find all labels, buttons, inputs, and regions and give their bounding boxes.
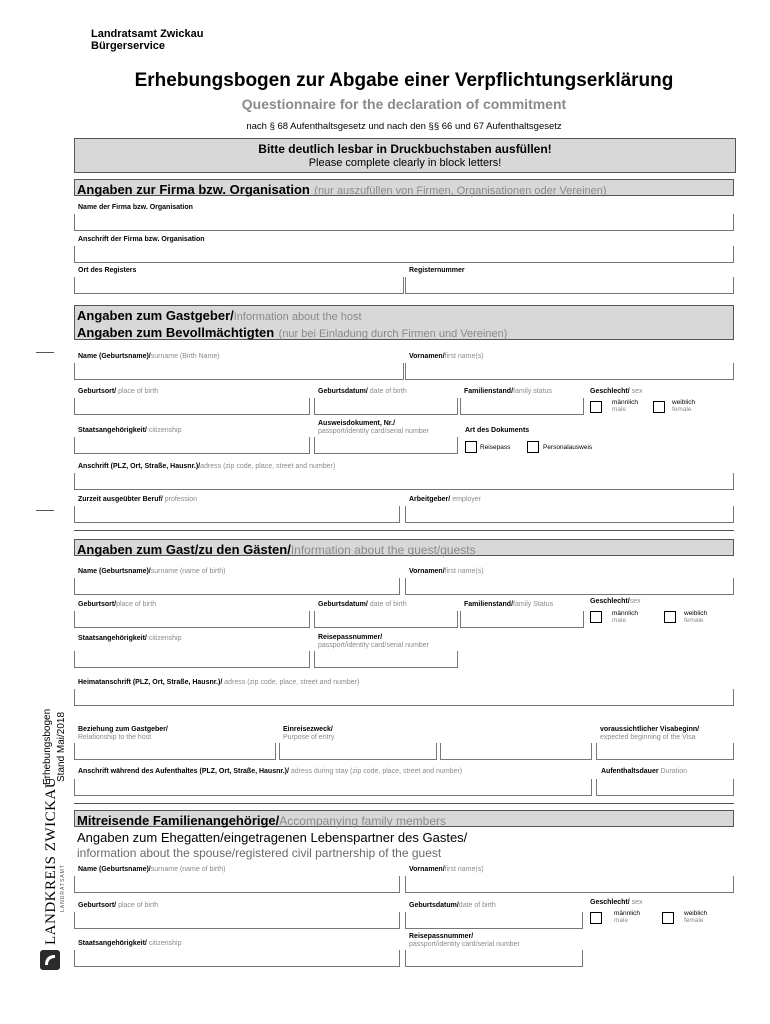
host-passport-option: Reisepass [480,444,511,451]
legal-basis: nach § 68 Aufenthaltsgesetz und nach den §§ 66 und 67 Aufenthaltsgesetz [246,121,562,132]
host-female-label: weiblich female [672,399,696,413]
logo-subtext: LANDRATSAMT [60,864,66,912]
form-subtitle: Questionnaire for the declaration of commitment [241,96,567,112]
instruction-en: Please complete clearly in block letters! [308,157,502,169]
host-employer-field[interactable] [405,506,734,523]
guest-birthplace-field[interactable] [74,611,310,628]
guest-male-checkbox[interactable] [590,611,602,623]
spouse-nationality-field[interactable] [74,950,400,967]
spouse-firstname-label: Vornamen/first name(s) [409,866,484,873]
form-name-vertical: Erhebungsbogen [42,708,53,785]
spouse-passport-field[interactable] [405,950,583,967]
host-sex-label: Geschlecht/ sex [590,388,643,395]
company-name-label: Name der Firma bzw. Organisation [78,204,193,211]
host-birthdate-label: Geburtsdatum/ date of birth [318,388,407,395]
host-doctype-label: Art des Dokuments [465,427,530,434]
host-address-label: Anschrift (PLZ, Ort, Straße, Hausnr.)/adress (zip code, place, street and number) [78,463,336,470]
guest-nationality-field[interactable] [74,651,310,668]
purpose-field[interactable] [279,743,437,760]
visa-start-label: voraussichtlicher Visabeginn/ expected beginning of the Visa [600,726,700,741]
company-section-title: Angaben zur Firma bzw. Organisation (nur auszufüllen von Firmen, Organisationen oder Vereinen) [77,182,607,197]
spouse-male-label: männlich male [614,910,641,924]
host-firstname-label: Vornamen/first name(s) [409,353,484,360]
form-date-vertical: Stand Mai/2018 [56,711,67,782]
purpose-field-2[interactable] [440,743,592,760]
host-birthdate-field[interactable] [314,398,458,415]
host-passport-checkbox[interactable] [465,441,477,453]
guest-surname-field[interactable] [74,578,400,595]
spouse-nationality-label: Staatsangehörigkeit/ citizenship [78,940,182,947]
spouse-sex-label: Geschlecht/ sex [590,899,643,906]
guest-birthdate-field[interactable] [314,611,458,628]
host-idcard-checkbox[interactable] [527,441,539,453]
spouse-birthplace-field[interactable] [74,912,400,929]
fold-mark [36,352,54,353]
spouse-female-label: weiblich female [684,910,708,924]
purpose-label: Einreisezweck/ Purpose of entry [283,726,335,741]
guest-home-label: Heimatanschrift (PLZ, Ort, Straße, Hausnr.)/ adress (zip code, place, street and number) [78,679,360,686]
spouse-surname-label: Name (Geburtsname)/surname (name of birth) [78,866,226,873]
host-male-label: männlich male [612,399,639,413]
register-number-field[interactable] [405,277,734,294]
org-name: Landratsamt Zwickau [91,28,204,40]
host-family-label: Familienstand/family status [464,388,552,395]
guest-family-field[interactable] [460,611,584,628]
stay-address-field[interactable] [74,779,592,796]
guest-passport-label: Reisepassnummer/ passport/identity card/serial number [318,634,429,649]
host-male-checkbox[interactable] [590,401,602,413]
instruction-de: Bitte deutlich lesbar in Druckbuchstaben ausfüllen! [258,142,552,156]
guest-sex-label: Geschlecht/sex [590,598,641,605]
guest-home-field[interactable] [74,689,734,706]
guest-section-title: Angaben zum Gast/zu den Gästen/Information about the guest/guests [77,542,476,557]
guest-firstname-label: Vornamen/first name(s) [409,568,484,575]
relation-field[interactable] [74,743,276,760]
spouse-female-checkbox[interactable] [662,912,674,924]
spouse-firstname-field[interactable] [405,876,734,893]
landkreis-logo-icon [40,950,60,970]
host-birthplace-label: Geburtsort/ place of birth [78,388,159,395]
relation-label: Beziehung zum Gastgeber/ Relationship to the host [78,726,168,741]
spouse-heading-en: information about the spouse/registered civil partnership of the guest [77,846,442,860]
register-place-label: Ort des Registers [78,267,137,274]
host-profession-label: Zurzeit ausgeübter Beruf/ profession [78,496,198,503]
divider [74,530,734,531]
host-nationality-label: Staatsangehörigkeit/ citizenship [78,427,182,434]
host-family-field[interactable] [460,398,584,415]
spouse-passport-label: Reisepassnummer/ passport/identity card/serial number [409,933,520,948]
stay-address-label: Anschrift während des Aufenthaltes (PLZ, Ort, Straße, Hausnr.)/ adress during stay (zip code, place, street and number) [78,768,463,775]
proxy-section-title: Angaben zum Bevollmächtigten (nur bei Einladung durch Firmen und Vereinen) [77,325,508,340]
register-place-field[interactable] [74,277,404,294]
guest-female-label: weiblich female [684,610,708,624]
register-number-label: Registernummer [409,267,465,274]
company-name-field[interactable] [74,214,734,231]
fold-mark [36,510,54,511]
company-address-field[interactable] [74,246,734,263]
host-birthplace-field[interactable] [74,398,310,415]
host-female-checkbox[interactable] [653,401,665,413]
host-surname-label: Name (Geburtsname)/surname (Birth Name) [78,353,220,360]
logo-text: LANDKREIS ZWICKAU [43,776,59,945]
divider [74,803,734,804]
host-profession-field[interactable] [74,506,400,523]
family-section-title: Mitreisende Familienangehörige/Accompanying family members [77,813,447,828]
duration-label: Aufenthaltsdauer Duration [601,768,687,775]
visa-start-field[interactable] [596,743,734,760]
guest-firstname-field[interactable] [405,578,734,595]
host-id-field[interactable] [314,437,458,454]
host-address-field[interactable] [74,473,734,490]
org-department: Bürgerservice [91,40,165,52]
host-section-title: Angaben zum Gastgeber/Information about the host [77,308,362,323]
guest-male-label: männlich male [612,610,639,624]
duration-field[interactable] [596,779,734,796]
guest-surname-label: Name (Geburtsname)/surname (name of birth) [78,568,226,575]
spouse-surname-field[interactable] [74,876,400,893]
guest-female-checkbox[interactable] [664,611,676,623]
spouse-birthdate-label: Geburtsdatum/date of birth [409,902,496,909]
guest-family-label: Familienstand/family Status [464,601,554,608]
fill-instruction-box [74,138,736,173]
company-address-label: Anschrift der Firma bzw. Organisation [78,236,205,243]
guest-birthplace-label: Geburtsort/place of birth [78,601,157,608]
spouse-heading: Angaben zum Ehegatten/eingetragenen Lebenspartner des Gastes/ [77,830,468,845]
host-firstname-field[interactable] [405,363,734,380]
host-nationality-field[interactable] [74,437,310,454]
form-title: Erhebungsbogen zur Abgabe einer Verpflichtungserklärung [134,70,674,91]
host-id-label: Ausweisdokument, Nr./ passport/identity card/serial number [318,420,429,435]
spouse-male-checkbox[interactable] [590,912,602,924]
host-surname-field[interactable] [74,363,404,380]
host-employer-label: Arbeitgeber/ employer [409,496,481,503]
spouse-birthdate-field[interactable] [405,912,583,929]
guest-birthdate-label: Geburtsdatum/ date of birth [318,601,407,608]
spouse-birthplace-label: Geburtsort/ place of birth [78,902,159,909]
guest-passport-field[interactable] [314,651,458,668]
host-idcard-option: Personalausweis [543,444,593,451]
guest-nationality-label: Staatsangehörigkeit/ citizenship [78,635,182,642]
